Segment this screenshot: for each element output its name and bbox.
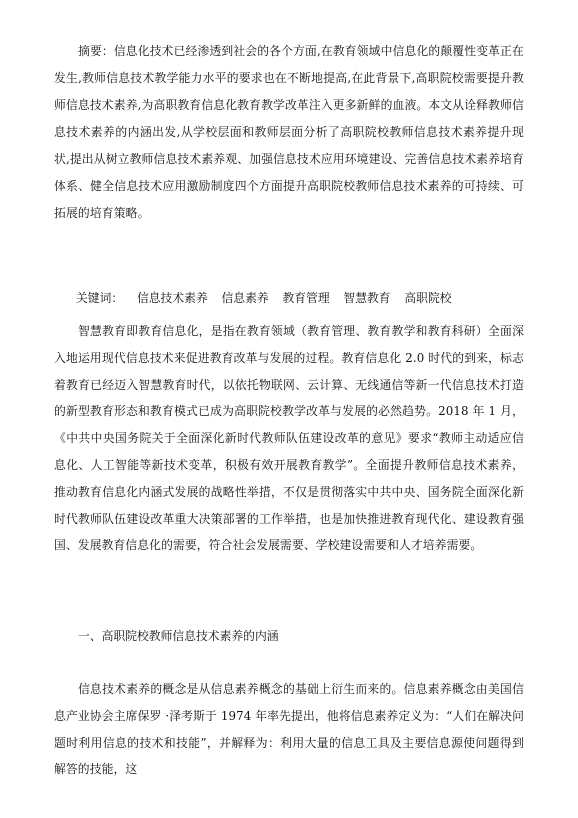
keyword-item: 信息技术素养 [136,291,208,305]
abstract-text: 信息化技术已经渗透到社会的各个方面,在教育领域中信息化的颠覆性变革正在发生,教师信息技术教学能力水平的要求也在不断地提高,在此背景下,高职院校需要提升教师信息技术素养,为高职教育信息化教育教学改革注入更多新鲜的血液。本文从诠释教师信息技术素养的内涵出发,从学校层面和教师层面分析了高职院校教师信息技术素养提升现状,提出从树立教师信息技术素养观、加强信息技术应用环境建设、完善信息技术素养培育体系、健全信息技术应用激励制度四个方面提升高职院校教师信息技术素养的可持续、可拓展的培育策略。 [54,44,524,220]
keywords-label: 关键词： [76,291,124,305]
keywords-line [76,286,516,310]
abstract-paragraph [54,38,524,227]
section-heading: 一、高职院校教师信息技术素养的内涵 [78,629,279,643]
abstract-label: 摘要： [78,44,114,58]
body-paragraph-smart-education: 智慧教育即教育信息化，是指在教育领域（教育管理、教育教学和教育科研）全面深入地运用现代信息技术来促进教育改革与发展的过程。教育信息化 2.0 时代的到来，标志着教育已经迈入智慧教育时代，以依托物联网、云计算、无线通信等新一代信息技术打造的新型教育形态和教育模式已成为高职院校教学改革与发展的必然趋势。2018 年 1 月，《中共中央国务院关于全面深化新时代教师队伍建设改革的意见》要求“教师主动适应信息化、人工智能等新技术变革，积极有效开展教育教学”。全面提升教师信息技术素养，推动教育信息化内涵式发展的战略性举措，不仅是贯彻落实中共中央、国务院全面深化新时代教师队伍建设改革重大决策部署的工作举措，也是加快推进教育现代化、建设教育强国、发展教育信息化的需要，符合社会发展需要、学校建设需要和人才培养需要。 [54,324,524,553]
keyword-item: 高职院校 [404,291,452,305]
keyword-item: 教育管理 [282,291,330,305]
keyword-item: 智慧教育 [343,291,391,305]
keyword-item: 信息素养 [221,291,269,305]
body-paragraph-concept: 信息技术素养的概念是从信息素养概念的基础上衍生而来的。信息素养概念由美国信息产业协会主席保罗 ·泽考斯于 1974 年率先提出，他将信息素养定义为：“人们在解决问题时利用信息的技术和技能”，并解释为：利用大量的信息工具及主要信息源使问题得到解答的技能，这 [54,682,524,777]
